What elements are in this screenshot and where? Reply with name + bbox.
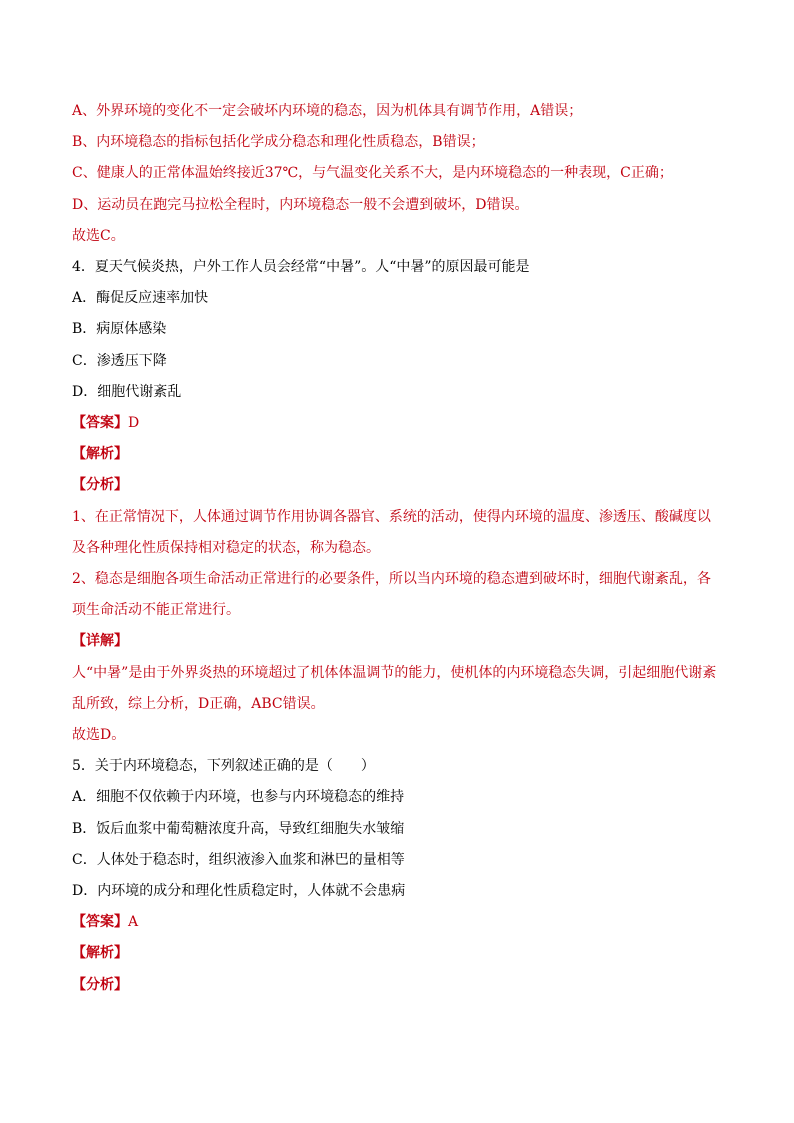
question-4-fenxi-2: 2、稳态是细胞各项生命活动正常进行的必要条件，所以当内环境的稳态遭到破坏时，细胞代谢紊乱，各项生命活动不能正常进行。 <box>72 571 711 619</box>
answer-label: 【答案】 <box>72 415 128 432</box>
question-5-option-a: A．细胞不仅依赖于内环境，也参与内环境稳态的维持 <box>72 789 405 806</box>
question-4-analysis-label: 【解析】 <box>72 446 128 463</box>
question-5-stem: 5．关于内环境稳态，下列叙述正确的是（ ） <box>72 758 375 775</box>
question-4-detail: 人“中暑”是由于外界炎热的环境超过了机体体温调节的能力，使机体的内环境稳态失调，引起细胞代谢紊乱所致，综上分析，D正确，ABC错误。 <box>72 664 717 712</box>
question-4-answer <box>72 408 722 439</box>
prev-explanation-b: B、内环境稳态的指标包括化学成分稳态和理化性质稳态，B错误； <box>72 134 485 151</box>
question-4-fenxi-1: 1、在正常情况下，人体通过调节作用协调各器官、系统的活动，使得内环境的温度、渗透压、酸碱度以及各种理化性质保持相对稳定的状态，称为稳态。 <box>72 508 711 556</box>
question-4-conclusion: 故选D。 <box>72 727 126 744</box>
prev-conclusion: 故选C。 <box>72 227 125 244</box>
prev-explanation-a: A、外界环境的变化不一定会破坏内环境的稳态，因为机体具有调节作用，A错误； <box>72 103 583 119</box>
question-4-option-b: B．病原体感染 <box>72 321 167 338</box>
question-4-stem: 4．夏天气候炎热，户外工作人员会经常“中暑”。人“中暑”的原因最可能是 <box>72 259 530 276</box>
question-5-analysis-label: 【解析】 <box>72 945 128 962</box>
prev-explanation-c: C、健康人的正常体温始终接近37℃，与气温变化关系不大，是内环境稳态的一种表现，C正确； <box>72 165 673 182</box>
question-4-fenxi-label: 【分析】 <box>72 477 128 494</box>
document-page <box>72 96 722 1001</box>
question-4-option-d: D．细胞代谢紊乱 <box>72 383 182 400</box>
question-4-detail-label: 【详解】 <box>72 633 128 650</box>
question-5-option-d: D．内环境的成分和理化性质稳定时，人体就不会患病 <box>72 883 406 900</box>
question-4-option-a: A．酶促反应速率加快 <box>72 290 209 307</box>
answer-value: D <box>128 415 140 432</box>
answer-label: 【答案】 <box>72 914 128 931</box>
question-5-fenxi-label: 【分析】 <box>72 976 128 993</box>
answer-value: A <box>128 914 139 931</box>
question-5-answer <box>72 907 722 938</box>
question-5-option-c: C．人体处于稳态时，组织液渗入血浆和淋巴的量相等 <box>72 851 405 868</box>
prev-explanation-d: D、运动员在跑完马拉松全程时，内环境稳态一般不会遭到破坏，D错误。 <box>72 196 529 213</box>
question-5-option-b: B．饭后血浆中葡萄糖浓度升高，导致红细胞失水皱缩 <box>72 820 405 837</box>
question-4-option-c: C．渗透压下降 <box>72 352 167 369</box>
